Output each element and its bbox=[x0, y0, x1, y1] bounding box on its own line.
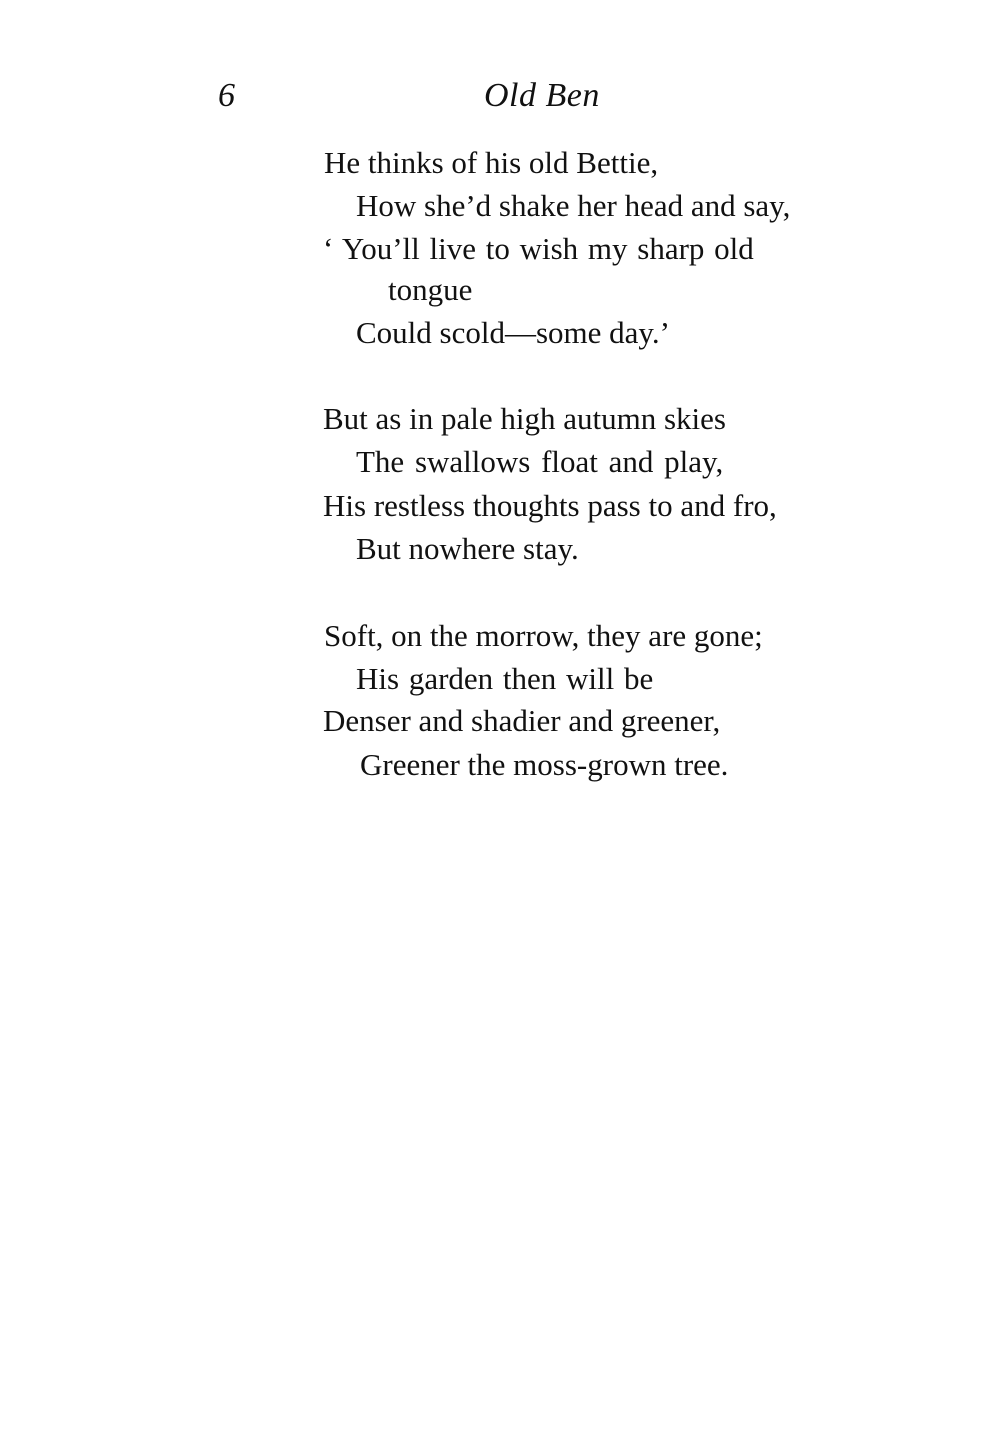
poem-line: Denser and shadier and greener, bbox=[323, 703, 721, 738]
poem-line: The swallows float and play, bbox=[356, 444, 724, 479]
poem-line: But as in pale high autumn skies bbox=[323, 401, 726, 436]
poem-line: He thinks of his old Bettie, bbox=[324, 145, 659, 180]
poem-line: His restless thoughts pass to and fro, bbox=[323, 488, 777, 523]
poem-line: But nowhere stay. bbox=[356, 531, 579, 566]
poem-line: His garden then will be bbox=[356, 661, 654, 696]
poem-line: How she’d shake her head and say, bbox=[356, 188, 791, 223]
page-number: 6 bbox=[218, 77, 235, 114]
poem-line: Soft, on the morrow, they are gone; bbox=[324, 618, 763, 653]
running-title: Old Ben bbox=[484, 77, 600, 114]
poem-line: Greener the moss-grown tree. bbox=[360, 747, 729, 782]
poem-line: tongue bbox=[388, 272, 473, 307]
poem-line: ‘ You’ll live to wish my sharp old bbox=[323, 231, 754, 266]
poem-line: Could scold—some day.’ bbox=[356, 315, 670, 350]
